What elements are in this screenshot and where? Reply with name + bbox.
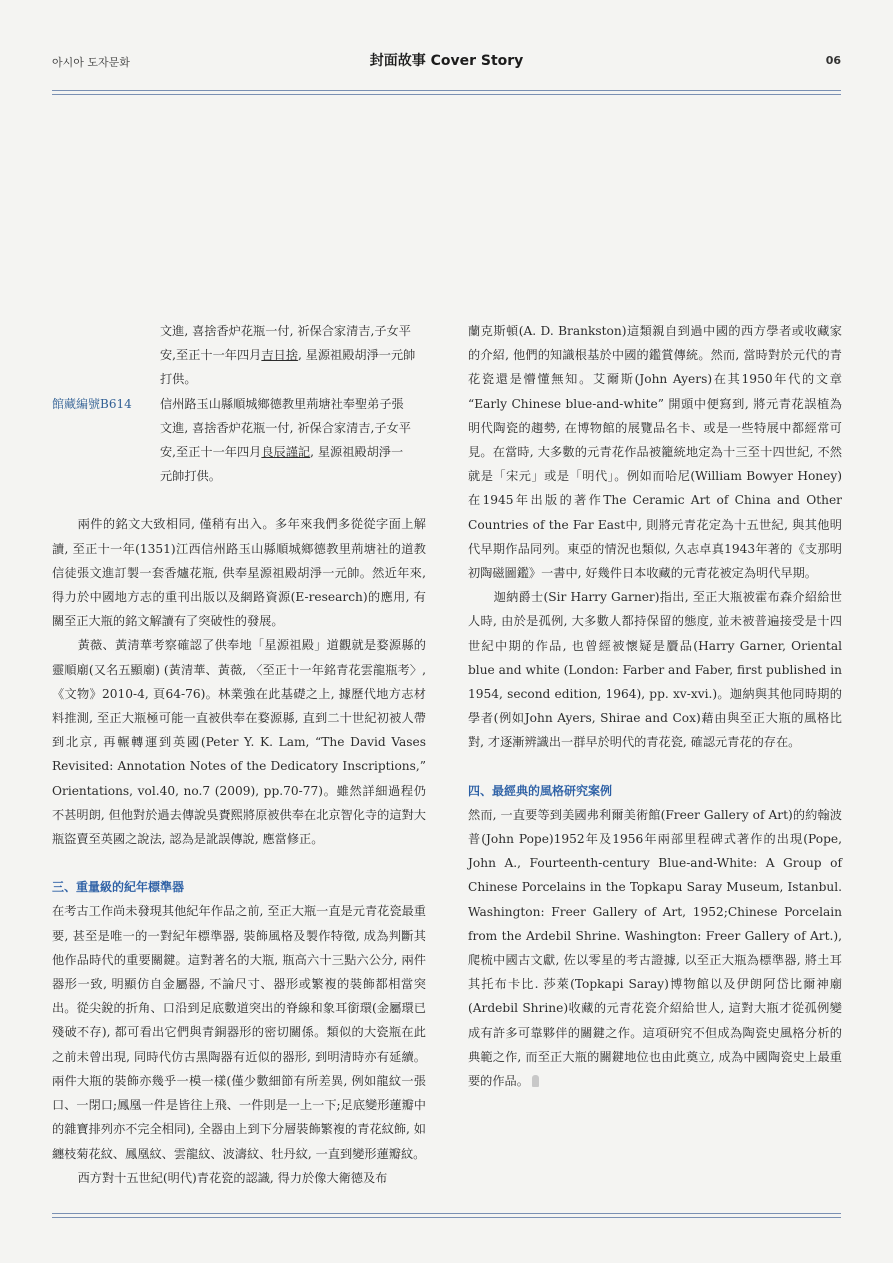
paragraph: 然而, 一直要等到美國弗利爾美術館(Freer Gallery of Art)的約翰波普(John Pope)1952年及1956年兩部里程碑式著作的出現(Pope, John A., Fourteenth-century Blue-and-White: A Group of Chinese Porcelains in the Topkapu Saray Museum, Istanbul. Washington: Freer Gallery of Art, 1952;Chinese Porcelain from the Ardebil Shrine. Washington: Freer Gallery of Art.), 爬梳中國古文獻, 佐以零星的考古證據, 以至正大瓶為標準器, 將土耳其托布卡比. 莎萊(Topkapi Saray)博物館以及伊朗阿岱比爾神廟(Ardebil Shrine)收藏的元青花瓷介紹給世人, 這對大瓶才從孤例變成有許多可靠夥伴的關鍵之作。這項研究不但成為陶瓷史風格分析的典範之作, 而至正大瓶的關鍵地位也由此奠立, 成為中國陶瓷史上最重要的作品。 <box>468 807 842 1089</box>
inscription-line: 安,至正十一年四月吉日捨, 星源祖殿胡淨一元帥 <box>160 348 416 363</box>
inscription-line: 文進, 喜捨香炉花瓶一付, 祈保合家清吉,子女平 <box>160 420 411 435</box>
header-rule-top <box>52 90 841 91</box>
paragraph: 黃薇、黃清華考察確認了供奉地「星源祖殿」道觀就是婺源縣的靈順廟(又名五顯廟) (黃清華、黃薇, 〈至正十一年銘青花雲龍瓶考〉, 《文物》2010-4, 頁64-76)。林業強在此基礎之上, 據歷代地方志材料推測, 至正大瓶極可能一直被供奉在婺源縣, 直到二十世紀初被人帶到北京, 再輾轉運到英國(Peter Y. K. Lam, “The David Vases Revisited: Annotation Notes of the Dedicatory Inscriptions,” Orientations, vol.40, no.7 (2009), pp.70-77)。雖然詳細過程仍不甚明朗, 但他對於過去傳說吳賚熙將原被供奉在北京智化寺的這對大瓶盜賣至英國之說法, 認為是訛誤傳說, 應當修正。 <box>52 638 426 847</box>
underlined-text: 吉日捨 <box>261 348 298 363</box>
section-heading: 三、重量級的紀年標準器 <box>52 880 185 895</box>
catalog-number: 館藏編號B614 <box>52 396 132 411</box>
section-title: 封面故事 Cover Story <box>369 53 524 69</box>
inscription-line: 信州路玉山縣順城鄉德教里荊塘社奉聖弟子張 <box>160 396 404 411</box>
inscription-line: 文進, 喜捨香炉花瓶一付, 祈保合家清吉,子女平 <box>160 324 411 338</box>
inscription-line: 打供。 <box>160 372 197 387</box>
paragraph: 蘭克斯頓(A. D. Brankston)這類親自到過中國的西方學者或收藏家的介紹, 他們的知識根基於中國的鑑賞傳統。然而, 當時對於元代的青花瓷還是懵懂無知。艾爾斯(John Ayers)在其1950年代的文章 “Early Chinese blue-and-white” 開頭中便寫到, 將元青花誤植為明代陶瓷的趨勢, 在博物館的展覽品名卡、或是一些特展中都經常可見。在當時, 大多數的元青花作品被籠統地定為十三至十四世紀, 不然就是「宋元」或是「明代」。例如而哈尼(William Bowyer Honey)在1945年出版的著作The Ceramic Art of China and Other Countries of the Far East中, 則將元青花定為十五世紀, 與其他明代早期作品同列。東亞的情況也類似, 久志卓真1943年著的《支那明初陶磁圖鑑》一書中, 好幾件日本收藏的元青花被定為明代早期。 <box>468 324 842 581</box>
paragraph: 迦納爵士(Sir Harry Garner)指出, 至正大瓶被霍布森介紹給世人時, 由於是孤例, 大多數人都持保留的態度, 並未被普遍接受是十四世紀中期的作品, 也曾經被懷疑是贗品(Harry Garner, Oriental blue and white (London: Farber and Faber, first published in 1954, second edition, 1964), pp. xv-xvi.)。迦納與其他同時期的學者(例如John Ayers, Shirae and Cox)藉由與至正大瓶的風格比對, 才逐漸辨識出一群早於明代的青花瓷, 確認元青花的存在。 <box>468 590 842 750</box>
page-header <box>52 50 841 72</box>
inscription-line: 安,至正十一年四月良辰謹記, 星源祖殿胡淨一 <box>160 445 404 460</box>
page-number: 06 <box>825 54 841 67</box>
underlined-text: 良辰謹記 <box>261 445 311 460</box>
header-rule-bottom <box>52 94 841 95</box>
paragraph: 兩件的銘文大致相同, 僅稍有出入。多年來我們多從從字面上解讀, 至正十一年(1351)江西信州路玉山縣順城鄉德教里荊塘社的道教信徒張文進訂製一套香爐花瓶, 供奉星源祖殿胡淨一元帥。然近年來, 得力於中國地方志的重刊出版以及網路資源(E-research)的應用, 有關至正大瓶的銘文解讀有了突破性的發展。 <box>52 517 426 629</box>
inscription-entry <box>52 319 426 392</box>
inscription-line: 元帥打供。 <box>160 469 221 484</box>
footer-rule-bottom <box>52 1217 841 1218</box>
left-column <box>52 319 426 1190</box>
right-column <box>468 319 842 1093</box>
section-heading: 四、最經典的風格研究案例 <box>468 783 613 798</box>
footer-rule-top <box>52 1213 841 1214</box>
inscription-entry-b614 <box>52 392 426 489</box>
paragraph: 西方對十五世紀(明代)青花瓷的認識, 得力於像大衛德及布 <box>77 1170 388 1185</box>
end-mark-icon <box>532 1075 539 1087</box>
paragraph: 在考古工作尚未發現其他紀年作品之前, 至正大瓶一直是元青花瓷最重要, 甚至是唯一的一對紀年標準器, 裝飾風格及製作特徵, 成為判斷其他作品時代的重要關鍵。這對著名的大瓶, 瓶高六十三點六公分, 兩件器形一致, 明顯仿自金屬器, 不論尺寸、器形或繁複的裝飾都相當突出。從尖銳的折角、口沿到足底數道突出的脊線和象耳銜環(金屬環已殘破不存), 都可看出它們與青銅器形的密切關係。類似的大瓷瓶在此之前未曾出現, 同時代仿古黑陶器有近似的器形, 到明清時亦有延續。兩件大瓶的裝飾亦幾乎一模一樣(僅少數細節有所差異, 例如龍紋一張口、一閉口;鳳凰一件是皆往上飛、一件則是一上一下;足底變形蓮瓣中的雜寶排列亦不完全相同), 全器由上到下分層裝飾繁複的青花紋飾, 如纏枝菊花紋、鳳凰紋、雲龍紋、波濤紋、牡丹紋, 一直到變形蓮瓣紋。 <box>52 904 426 1161</box>
magazine-name: 아시아 도자문화 <box>52 56 130 69</box>
